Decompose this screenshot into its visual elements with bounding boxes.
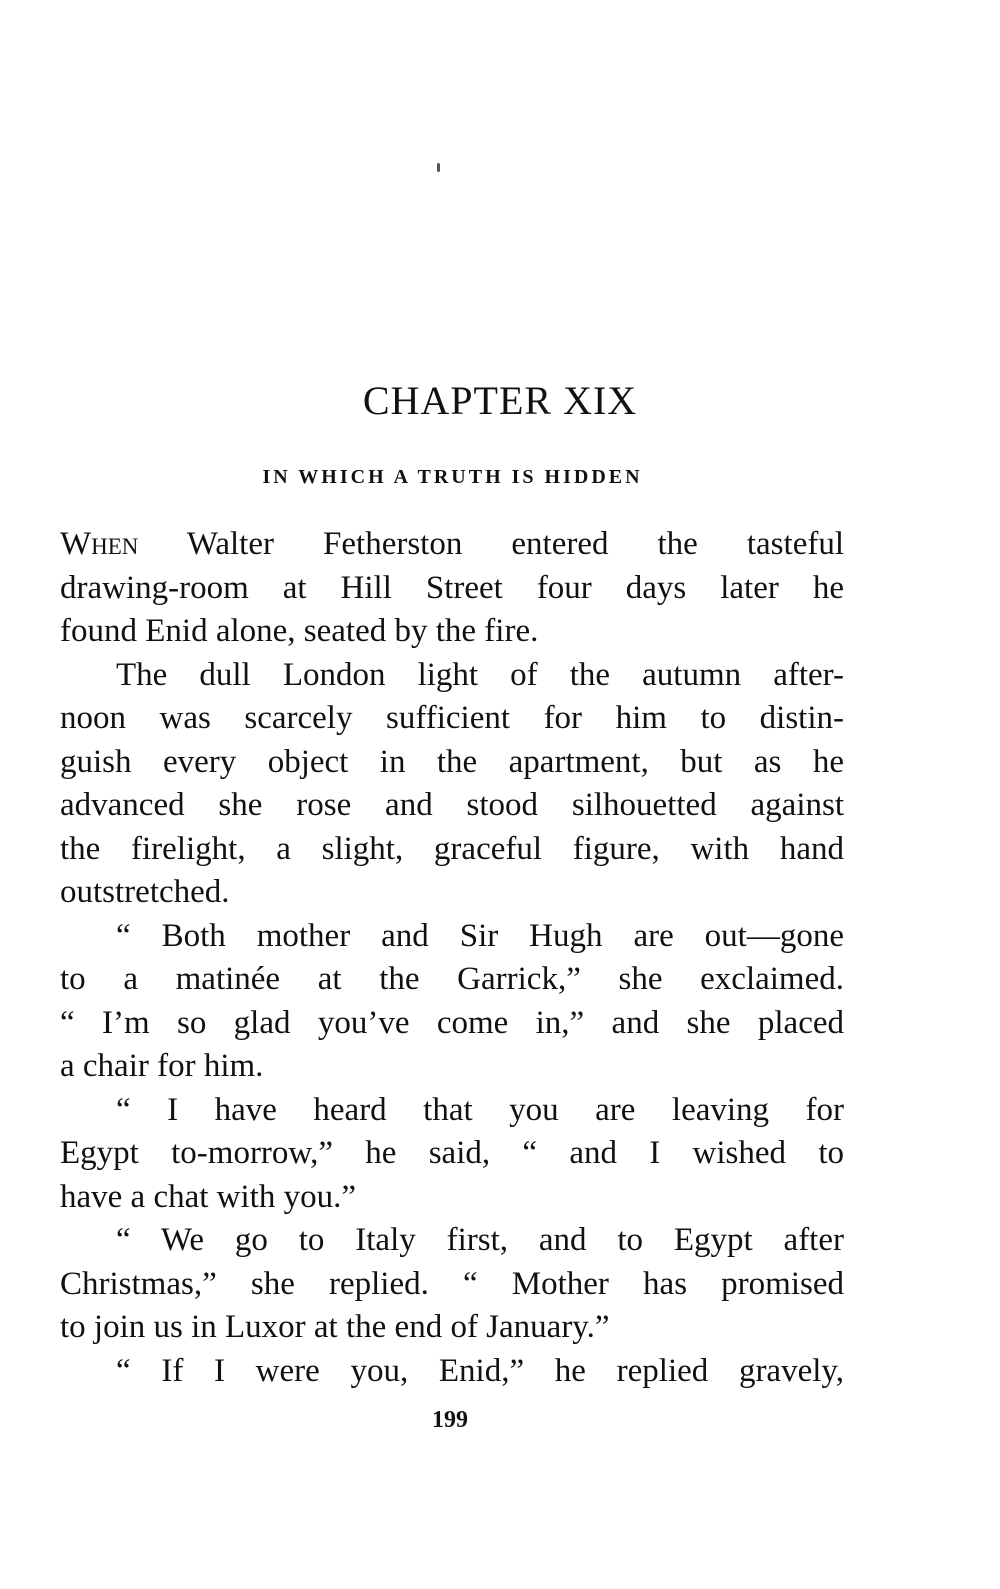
text-line: “ If I were you, Enid,” he replied gravely,	[116, 1352, 844, 1389]
text-line: “ We go to Italy first, and to Egypt after	[116, 1222, 844, 1258]
page-number: 199	[432, 1407, 468, 1433]
text-line: to join us in Luxor at the end of January.”	[60, 1309, 610, 1345]
text-line: noon was scarcely sufficient for him to distin-	[60, 700, 844, 736]
text-line: “ I’m so glad you’ve come in,” and she placed	[60, 1004, 844, 1041]
text-line: The dull London light of the autumn after-	[116, 656, 844, 693]
text-line	[60, 523, 844, 567]
text-line-rest: Walter Fetherston entered the tasteful	[138, 526, 844, 562]
body-text	[60, 523, 844, 1393]
text-line: “ Both mother and Sir Hugh are out—gone	[116, 917, 844, 954]
text-line: Egypt to-morrow,” he said, “ and I wished to	[60, 1135, 844, 1171]
text-line: “ I have heard that you are leaving for	[116, 1091, 844, 1128]
ink-speck	[437, 163, 440, 172]
text-line: advanced she rose and stood silhouetted against	[60, 787, 844, 823]
text-line: the firelight, a slight, graceful figure, with hand	[60, 830, 844, 867]
text-line: to a matinée at the Garrick,” she exclaimed.	[60, 961, 844, 997]
text-line: drawing-room at Hill Street four days later he	[60, 569, 844, 606]
text-line: outstretched.	[60, 874, 230, 910]
chapter-number: CHAPTER XIX	[362, 378, 638, 423]
text-line: Christmas,” she replied. “ Mother has promised	[60, 1265, 844, 1302]
text-line: have a chat with you.”	[60, 1178, 356, 1215]
text-line: a chair for him.	[60, 1048, 264, 1084]
text-line: guish every object in the apartment, but as he	[60, 743, 844, 780]
drop-word: When	[60, 526, 139, 562]
text-line: found Enid alone, seated by the fire.	[60, 613, 539, 649]
chapter-title: IN WHICH A TRUTH IS HIDDEN	[262, 466, 643, 488]
